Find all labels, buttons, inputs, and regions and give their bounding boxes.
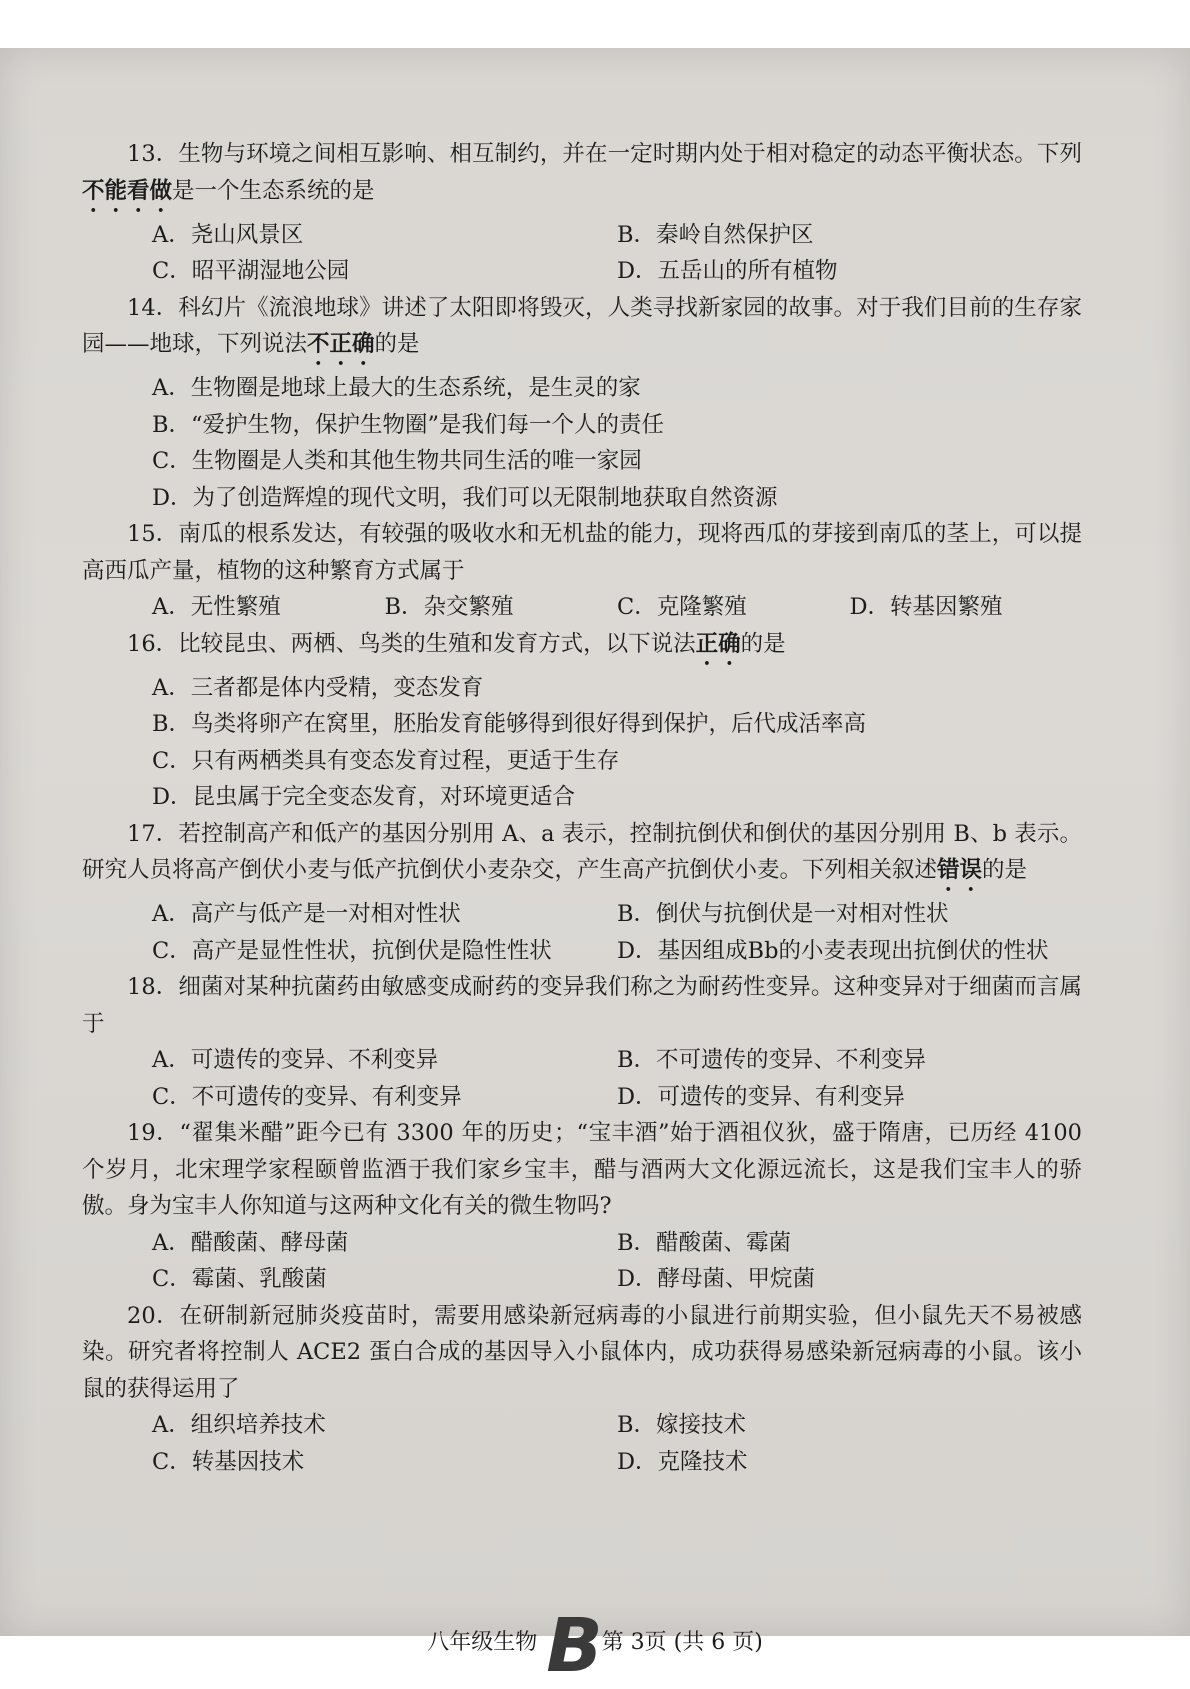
- option-c: C．生物圈是人类和其他生物共同生活的唯一家园: [152, 448, 642, 474]
- option-a: A．三者都是体内受精，变态发育: [152, 674, 484, 701]
- option-c: C．转基因技术: [152, 1448, 305, 1475]
- footer-page-number: 第 3页 (共 6 页): [601, 1630, 763, 1655]
- option-b: B．秦岭自然保护区: [617, 221, 814, 248]
- option-d: D．克隆技术: [617, 1448, 748, 1475]
- stem-post: 的是: [374, 331, 420, 357]
- stem-pre: 19．“翟集米醋”距今已有 3300 年的历史；“宝丰酒”始于酒祖仪狄，盛于隋唐，已历经 4100 个岁月，北宋理学家程颐曾监酒于我们家乡宝丰，醋与酒两大文化源远流长，这是我们宝丰人的骄傲。身为宝丰人你知道与这两种文化有关的微生物吗?: [82, 1120, 1082, 1219]
- option-d: D．五岳山的所有植物: [617, 258, 838, 284]
- option-c: C．霉菌、乳酸菌: [152, 1266, 327, 1292]
- option-c: C．昭平湖湿地公园: [152, 258, 350, 284]
- stem-pre: 14．科幻片《流浪地球》讲述了太阳即将毁灭，人类寻找新家园的故事。对于我们目前的生存家园——地球，下列说法: [82, 294, 1082, 357]
- option-list: [82, 370, 1082, 516]
- option-list: [82, 217, 1082, 290]
- option-b: B．嫁接技术: [617, 1412, 747, 1438]
- option-a: A．生物圈是地球上最大的生态系统，是生灵的家: [152, 375, 641, 401]
- question-18: [82, 969, 1082, 1115]
- exam-paper: [0, 48, 1190, 1689]
- question-stem: [82, 1115, 1082, 1225]
- question-stem: [82, 969, 1082, 1042]
- option-a: A．高产与低产是一对相对性状: [152, 901, 461, 927]
- option-list: [82, 896, 1082, 969]
- stem-pre: 16．比较昆虫、两栖、鸟类的生殖和发育方式，以下说法: [127, 630, 696, 657]
- stem-pre: 15．南瓜的根系发达，有较强的吸收水和无机盐的能力，现将西瓜的芽接到南瓜的茎上，可以提高西瓜产量，植物的这种繁育方式属于: [82, 521, 1082, 584]
- option-d: D．可遗传的变异、有利变异: [617, 1083, 906, 1110]
- stem-pre: 17．若控制高产和低产的基因分别用 A、a 表示，控制抗倒伏和倒伏的基因分别用 B、b 表示。研究人员将高产倒伏小麦与低产抗倒伏小麦杂交，产生高产抗倒伏小麦。下列相关叙述: [82, 820, 1082, 883]
- question-stem: [82, 516, 1082, 589]
- question-20: [82, 1298, 1082, 1481]
- question-stem: [82, 816, 1082, 897]
- question-14: [82, 290, 1082, 517]
- stem-post: 的是: [982, 857, 1028, 883]
- option-list: [82, 1407, 1082, 1480]
- option-b: B．“爱护生物，保护生物圈”是我们每一个人的责任: [152, 411, 665, 438]
- option-b: B．倒伏与抗倒伏是一对相对性状: [617, 901, 949, 927]
- option-c: C．高产是显性性状，抗倒伏是隐性性状: [152, 937, 552, 964]
- option-list: [82, 589, 1082, 626]
- question-15: [82, 516, 1082, 626]
- option-a: A．尧山风景区: [152, 221, 304, 248]
- option-b: B．鸟类将卵产在窝里，胚胎发育能够得到很好得到保护，后代成活率高: [152, 711, 867, 737]
- question-stem: [82, 136, 1082, 217]
- option-b: B．醋酸菌、霉菌: [617, 1229, 792, 1256]
- footer-subject: 八年级生物: [427, 1630, 538, 1655]
- option-a: A．醋酸菌、酵母菌: [152, 1229, 349, 1256]
- option-list: [82, 670, 1082, 816]
- stem-post: 是一个生态系统的是: [172, 177, 375, 204]
- stem-post: 的是: [740, 630, 786, 657]
- stem-pre: 20．在研制新冠肺炎疫苗时，需要用感染新冠病毒的小鼠进行前期实验，但小鼠先天不易被感染。研究者将控制人 ACE2 蛋白合成的基因导入小鼠体内，成功获得易感染新冠病毒的小鼠。该小鼠的获得运用了: [82, 1302, 1082, 1402]
- page-footer: [0, 1603, 1190, 1689]
- stem-pre: 13．生物与环境之间相互影响、相互制约，并在一定时期内处于相对稳定的动态平衡状态。下列: [127, 141, 1082, 167]
- stem-emph: 错误: [937, 857, 983, 883]
- question-stem: [82, 1298, 1082, 1408]
- question-13: [82, 136, 1082, 290]
- option-a: A．可遗传的变异、不利变异: [152, 1047, 439, 1073]
- question-17: [82, 816, 1082, 970]
- question-16: [82, 626, 1082, 816]
- paper-version-mark: B: [546, 1603, 603, 1689]
- option-d: D．转基因繁殖: [849, 594, 1003, 620]
- option-b: B．杂交繁殖: [384, 594, 514, 620]
- option-list: [82, 1042, 1082, 1115]
- option-a: A．组织培养技术: [152, 1412, 326, 1438]
- stem-emph: 正确: [695, 630, 741, 657]
- option-d: D．基因组成Bb的小麦表现出抗倒伏的性状: [617, 937, 1049, 964]
- stem-emph: 不能看做: [82, 177, 173, 204]
- option-c: C．克隆繁殖: [617, 594, 747, 620]
- option-list: [82, 1225, 1082, 1298]
- stem-pre: 18．细菌对某种抗菌药由敏感变成耐药的变异我们称之为耐药性变异。这种变异对于细菌而言属于: [82, 974, 1082, 1037]
- question-stem: [82, 626, 1082, 670]
- question-stem: [82, 290, 1082, 371]
- option-d: D．昆虫属于完全变态发育，对环境更适合: [152, 784, 576, 810]
- stem-emph: 不正确: [307, 331, 375, 357]
- option-c: C．不可遗传的变异、有利变异: [152, 1083, 462, 1110]
- option-c: C．只有两栖类具有变态发育过程，更适于生存: [152, 747, 620, 774]
- option-b: B．不可遗传的变异、不利变异: [617, 1047, 927, 1073]
- question-list: [82, 136, 1082, 1480]
- option-a: A．无性繁殖: [152, 594, 281, 620]
- option-d: D．酵母菌、甲烷菌: [617, 1266, 816, 1292]
- question-19: [82, 1115, 1082, 1298]
- option-d: D．为了创造辉煌的现代文明，我们可以无限制地获取自然资源: [152, 484, 778, 511]
